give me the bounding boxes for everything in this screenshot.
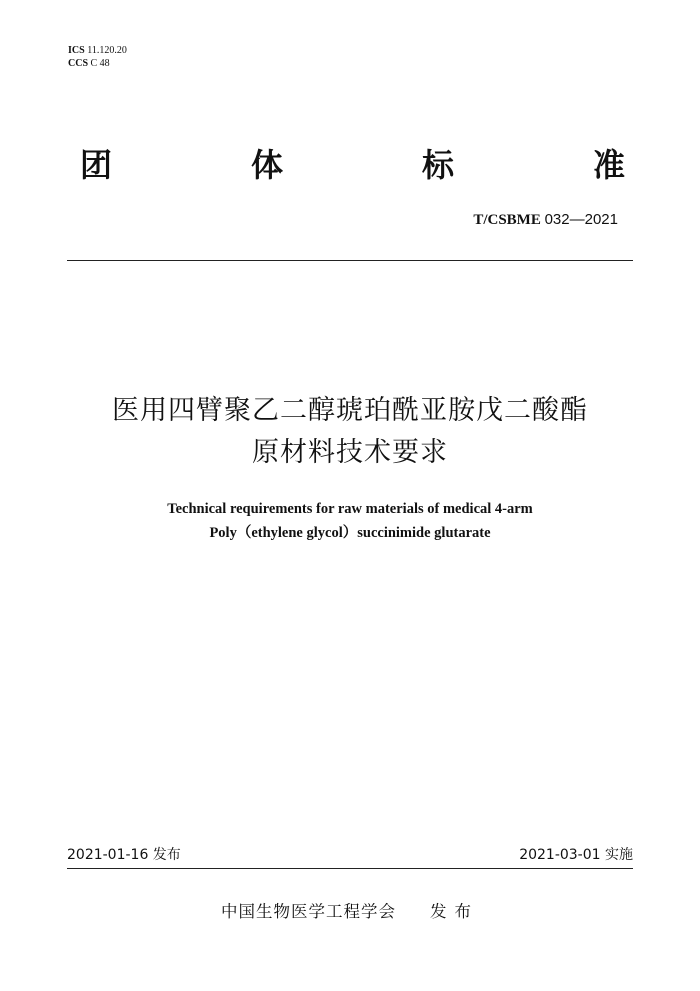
chinese-title-line: 原材料技术要求: [252, 437, 448, 468]
publisher-line: [0, 900, 700, 924]
ccs-code: [68, 57, 127, 70]
footer-divider: [67, 868, 633, 869]
standard-type-char: 团: [80, 146, 113, 184]
standard-number: [473, 210, 618, 230]
ics-value: 11.120.20: [87, 45, 127, 56]
issue-date: 2021-01-16 发布: [67, 847, 181, 863]
ccs-value: C 48: [90, 58, 110, 69]
standard-type-char: 标: [421, 146, 454, 184]
classification-codes: [68, 44, 127, 70]
standard-type-char: 准: [592, 146, 625, 184]
standard-type-heading: [80, 145, 625, 185]
header-divider: [67, 260, 633, 261]
english-title-line: Poly（ethylene glycol）succinimide glutarate: [209, 525, 491, 541]
ics-label: ICS: [68, 45, 85, 56]
publisher-organization: 中国生物医学工程学会: [221, 902, 396, 921]
ics-code: [68, 44, 127, 57]
standard-code: T/CSBME: [473, 212, 541, 228]
implementation-date: 2021-03-01 实施: [519, 847, 633, 863]
chinese-title-line: 医用四臂聚乙二醇琥珀酰亚胺戊二酸酯: [112, 395, 588, 426]
chinese-title: [40, 390, 660, 474]
standard-code-number: 032—2021: [544, 211, 618, 228]
english-title-line: Technical requirements for raw materials of medical 4-arm: [167, 501, 533, 517]
standard-type-char: 体: [250, 146, 283, 184]
ccs-label: CCS: [68, 58, 89, 69]
publisher-action: 发布: [430, 902, 479, 921]
english-title: [40, 497, 660, 545]
